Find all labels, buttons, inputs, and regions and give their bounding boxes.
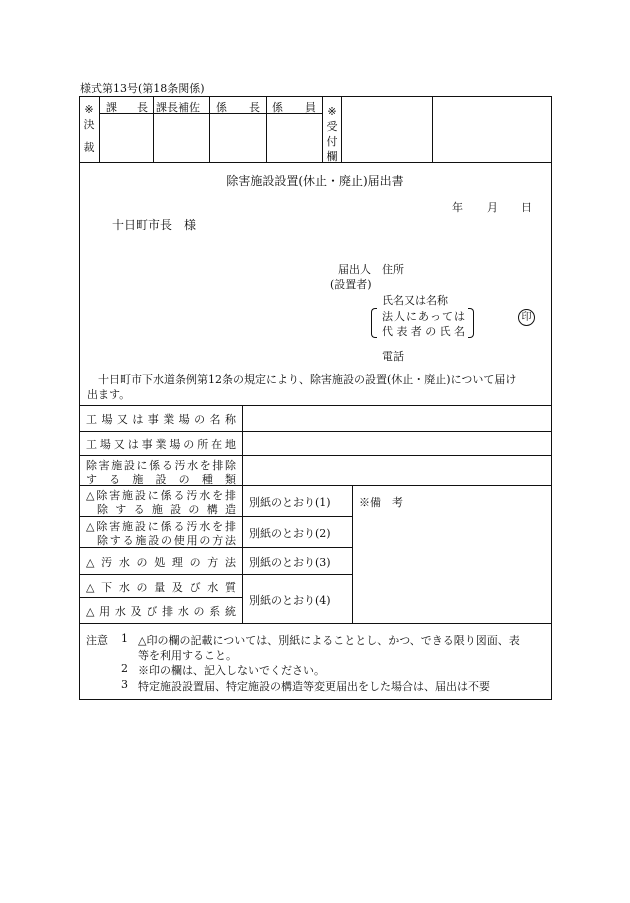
note-3-number: 3 xyxy=(121,678,128,691)
form-title: 除害施設設置(休止・廃止)届出書 xyxy=(226,174,404,188)
attachment-3: 別紙のとおり(3) xyxy=(249,556,331,569)
approval-section-bottom xyxy=(79,162,552,163)
notifier-sub-label: (設置者) xyxy=(330,278,372,291)
row-factory-location: 工場又は事業場の所在地 xyxy=(86,438,236,451)
header-kakariin: 係員 xyxy=(272,101,316,114)
row-factory-name: 工場又は事業場の名称 xyxy=(86,413,236,426)
name-label: 氏名又は名称 xyxy=(382,294,448,307)
body-text-line-1: 十日町市下水道条例第12条の規定により、除害施設の設置(休止・廃止)について届け xyxy=(98,373,517,386)
right-bracket xyxy=(468,308,474,338)
header-kacho-hosa: 課長補佐 xyxy=(156,101,200,114)
note-1-number: 1 xyxy=(121,632,128,645)
row-facility-type-2: する施設の種類 xyxy=(86,473,236,486)
date-month: 月 xyxy=(487,201,498,214)
date-year: 年 xyxy=(452,201,463,214)
row-facility-type-1: 除害施設に係る汚水を排除 xyxy=(86,459,236,472)
attachment-1: 別紙のとおり(1) xyxy=(249,496,331,509)
body-text-line-2: 出ます。 xyxy=(87,388,131,401)
date-day: 日 xyxy=(521,201,532,214)
note-2-number: 2 xyxy=(121,662,128,675)
row-sewage: △下水の量及び水質 xyxy=(86,581,236,594)
seal-mark: 印 xyxy=(518,309,535,326)
header-kacho: 課長 xyxy=(106,101,148,114)
note-1-line-1: △印の欄の記載については、別紙によることとし、かつ、できる限り図面、表 xyxy=(138,634,520,647)
left-bracket xyxy=(371,308,377,338)
row-usage-1: △除害施設に係る汚水を排 xyxy=(86,520,236,533)
attachment-2: 別紙のとおり(2) xyxy=(249,527,331,540)
notifier-label: 届出人 xyxy=(338,263,371,276)
note-2: ※印の欄は、記入しないでください。 xyxy=(138,664,325,677)
address-label: 住所 xyxy=(382,263,404,276)
phone-label: 電話 xyxy=(382,350,404,363)
receipt-label: ※ 受 付 欄 xyxy=(326,105,338,163)
addressee: 十日町市長 様 xyxy=(112,218,197,232)
corp-line-1: 法人にあっては xyxy=(382,310,465,323)
note-1-line-2: 等を利用すること。 xyxy=(138,649,237,662)
row-structure-1: △除害施設に係る汚水を排 xyxy=(86,489,236,502)
corp-line-2: 代表者の氏名 xyxy=(382,325,465,338)
row-structure-2: 除する施設の構造 xyxy=(97,503,236,516)
row-water-system: △用水及び排水の系統 xyxy=(86,605,236,618)
row-usage-2: 除する施設の使用の方法 xyxy=(97,534,236,547)
row-treatment: △汚水の処理の方法 xyxy=(86,556,236,569)
remarks-label: ※備 考 xyxy=(359,496,403,509)
decision-label: ※ 決 裁 xyxy=(83,103,95,154)
notes-label: 注意 xyxy=(86,634,108,647)
header-kakaricho: 係長 xyxy=(216,101,260,114)
form-number: 様式第13号(第18条関係) xyxy=(80,82,205,95)
attachment-4: 別紙のとおり(4) xyxy=(249,594,331,607)
note-3: 特定施設設置届、特定施設の構造等変更届出をした場合は、届出は不要 xyxy=(138,680,490,693)
